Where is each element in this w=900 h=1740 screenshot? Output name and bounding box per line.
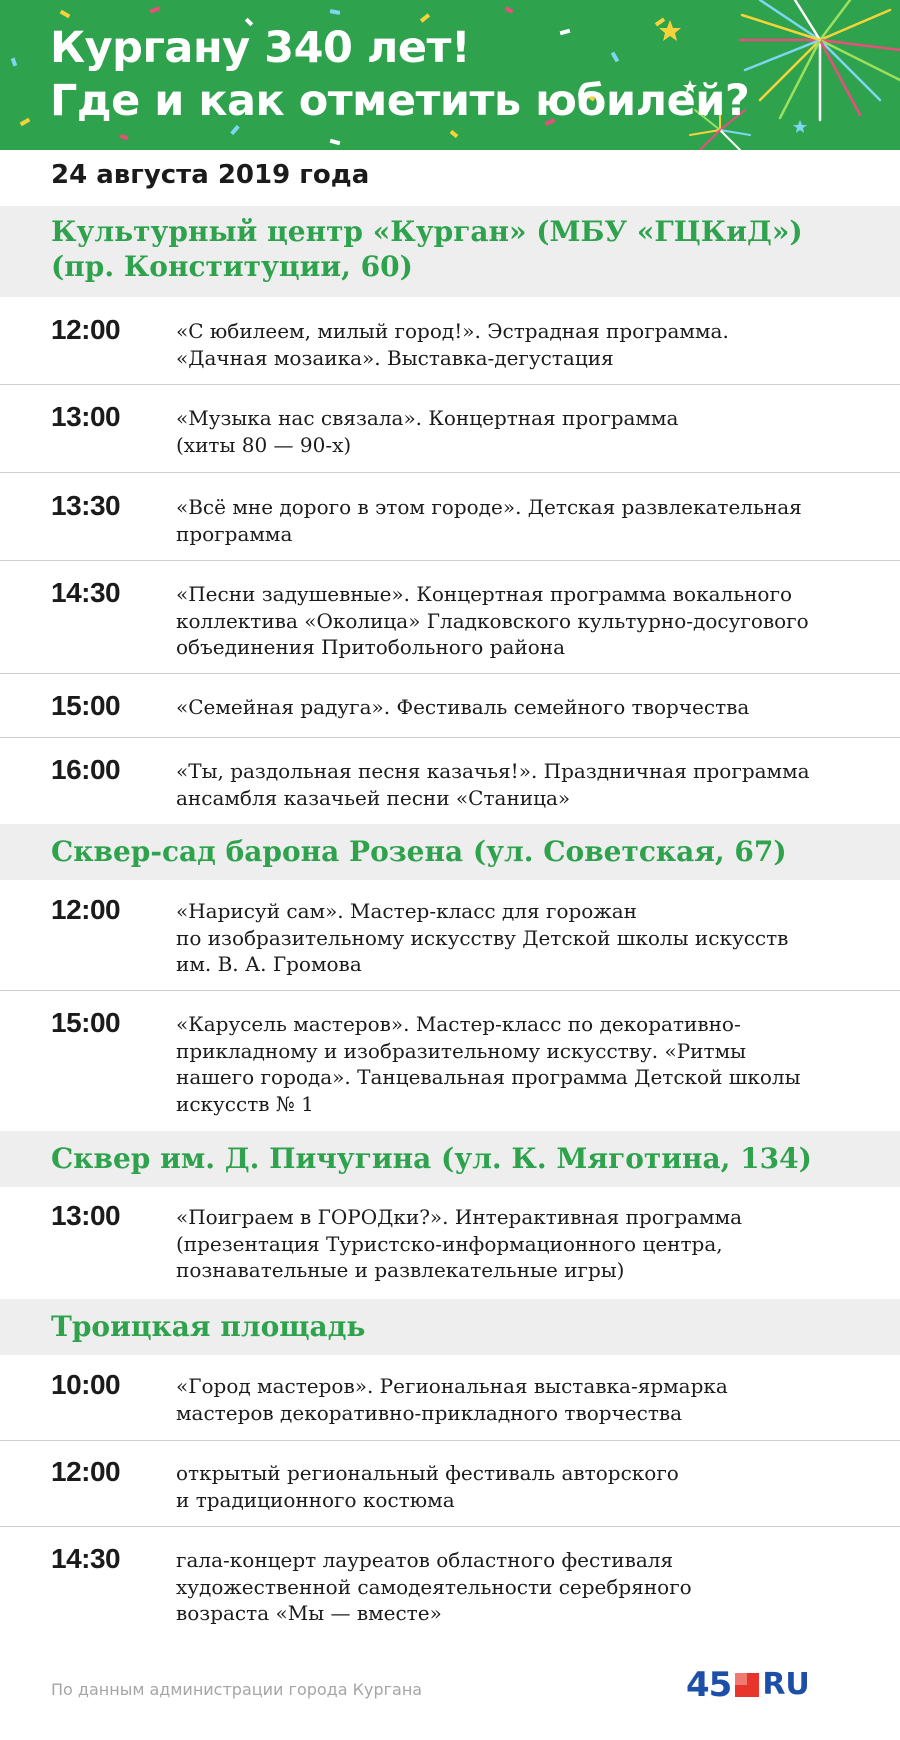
event-description-line: «Семейная радуга». Фестиваль семейного творчества — [176, 695, 750, 719]
page-title-line: Где и как отметить юбилей? — [50, 76, 750, 126]
venue-header — [0, 1299, 900, 1355]
event-row — [0, 1359, 900, 1441]
event-row — [0, 567, 900, 674]
header-banner — [0, 0, 900, 150]
event-description — [176, 581, 886, 661]
event-time: 13:30 — [51, 490, 121, 521]
venue-header — [0, 824, 900, 880]
event-row — [0, 884, 900, 991]
page-title-line: Кургану 340 лет! — [50, 23, 471, 73]
event-description-line: мастеров декоративно-прикладного творчества — [176, 1400, 683, 1425]
event-time: 15:00 — [51, 1007, 121, 1038]
event-description-line: «Музыка нас связала». Концертная программа — [176, 406, 679, 430]
event-description-line: «Нарисуй сам». Мастер-класс для горожан — [176, 899, 637, 923]
venue-title — [51, 214, 880, 284]
event-description-line: возраста «Мы — вместе» — [176, 1601, 442, 1625]
site-logo[interactable] — [686, 1665, 810, 1705]
venue-title — [51, 1309, 880, 1344]
venue-title-line: Троицкая площадь — [51, 1310, 366, 1343]
event-description-line: «Песни задушевные». Концертная программа вокального — [176, 582, 792, 606]
event-description-line: «Карусель мастеров». Мастер-класс по декоративно- — [176, 1012, 741, 1036]
logo-number: 45 — [686, 1665, 732, 1705]
event-time: 14:30 — [51, 1543, 121, 1574]
venue-title — [51, 834, 880, 869]
event-description-line: познавательные и развлекательные игры) — [176, 1258, 625, 1282]
event-description-line: «Всё мне дорого в этом городе». Детская развлекательная — [176, 495, 802, 519]
event-description-line: «Дачная мозаика». Выставка-дегустация — [176, 345, 614, 370]
event-row — [0, 480, 900, 561]
event-row — [0, 1190, 900, 1297]
venue-header — [0, 1131, 900, 1187]
event-time: 14:30 — [51, 577, 121, 608]
event-row — [0, 1533, 900, 1638]
venue-title — [51, 1141, 880, 1176]
event-description — [176, 1373, 886, 1426]
logo-suffix: RU — [762, 1667, 810, 1702]
firework-burst — [740, 0, 900, 120]
event-time: 10:00 — [51, 1369, 121, 1400]
event-date: 24 августа 2019 года — [51, 160, 370, 190]
event-row — [0, 997, 900, 1130]
event-description — [176, 1547, 886, 1627]
event-time: 12:00 — [51, 314, 121, 345]
event-time: 13:00 — [51, 1200, 121, 1231]
event-description-line: «Поиграем в ГОРОДки?». Интерактивная программа — [176, 1205, 743, 1229]
event-description — [176, 494, 886, 547]
logo-square-icon — [735, 1673, 759, 1697]
event-description-line: прикладному и изобразительному искусству. «Ритмы — [176, 1038, 747, 1063]
event-description — [176, 694, 886, 721]
event-description — [176, 1204, 886, 1284]
event-description-line: им. В. А. Громова — [176, 952, 362, 976]
event-description-line: и традиционного костюма — [176, 1487, 455, 1512]
event-row — [0, 1446, 900, 1527]
event-description-line: объединения Притобольного района — [176, 635, 566, 659]
event-description — [176, 1460, 886, 1513]
event-description-line: «Город мастеров». Региональная выставка-ярмарка — [176, 1374, 728, 1398]
event-description-line: «Ты, раздольная песня казачья!». Праздничная программа — [176, 759, 810, 783]
event-time: 16:00 — [51, 754, 121, 785]
event-row — [0, 744, 900, 824]
source-note: По данным администрации города Кургана — [51, 1680, 423, 1699]
event-row — [0, 391, 900, 473]
venue-header — [0, 206, 900, 297]
event-description-line: художественной самодеятельности серебряного — [176, 1574, 692, 1599]
event-time: 13:00 — [51, 401, 121, 432]
page-title — [50, 22, 749, 128]
event-description-line: ансамбля казачьей песни «Станица» — [176, 785, 571, 810]
event-description-line: (презентация Туристско-информационного центра, — [176, 1231, 723, 1256]
event-row — [0, 304, 900, 385]
event-description — [176, 1011, 886, 1117]
event-description — [176, 898, 886, 978]
venue-title-line: Сквер им. Д. Пичугина (ул. К. Мяготина, 134) — [51, 1142, 812, 1175]
event-description-line: программа — [176, 521, 293, 546]
venue-title-line: (пр. Конституции, 60) — [51, 250, 413, 283]
event-description-line: (хиты 80 — 90-х) — [176, 432, 352, 457]
event-description-line: «С юбилеем, милый город!». Эстрадная программа. — [176, 319, 729, 343]
event-description-line: по изобразительному искусству Детской школы искусств — [176, 925, 789, 950]
event-time: 15:00 — [51, 690, 121, 721]
event-description — [176, 758, 886, 811]
event-description-line: коллектива «Околица» Гладковского культурно-досугового — [176, 608, 809, 633]
event-description-line: нашего города». Танцевальная программа Детской школы — [176, 1065, 801, 1089]
event-row — [0, 680, 900, 738]
venue-title-line: Культурный центр «Курган» (МБУ «ГЦКиД») — [51, 215, 803, 248]
event-description — [176, 318, 886, 371]
event-time: 12:00 — [51, 1456, 121, 1487]
event-description-line: искусств № 1 — [176, 1091, 314, 1116]
event-description-line: гала-концерт лауреатов областного фестиваля — [176, 1548, 674, 1572]
event-description-line: открытый региональный фестиваль авторского — [176, 1461, 679, 1485]
event-time: 12:00 — [51, 894, 121, 925]
venue-title-line: Сквер-сад барона Розена (ул. Советская, 67) — [51, 835, 787, 868]
event-description — [176, 405, 886, 458]
